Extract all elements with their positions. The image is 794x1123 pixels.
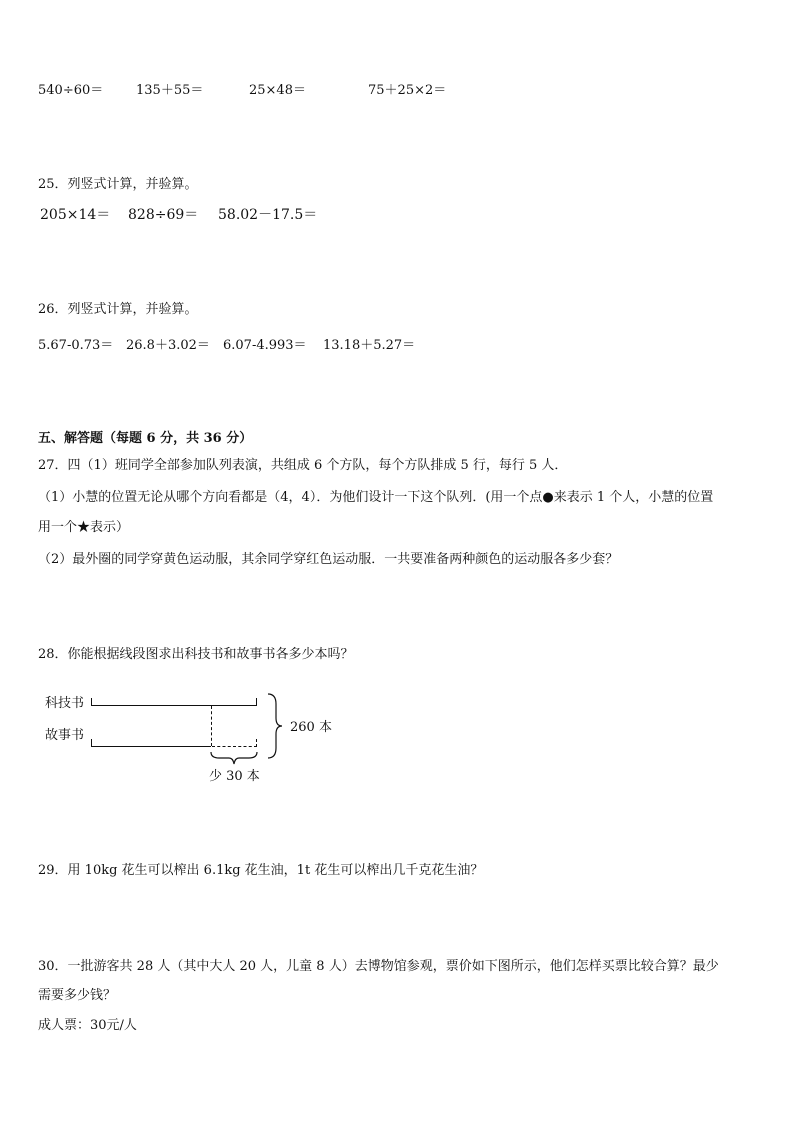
q30-ticket-price: 成人票：30元/人 (38, 1018, 137, 1033)
q27-part2: （2）最外圈的同学穿黄色运动服，其余同学穿红色运动服．一共要准备两种颜色的运动服各多少套？ (38, 552, 619, 567)
top-expr-4: 75＋25×2＝ (368, 83, 447, 98)
q27-part1-line1: （1）小慧的位置无论从哪个方向看都是（4，4）．为他们设计一下这个队列．(用一个点●来表示 1 个人，小慧的位置 (38, 490, 714, 505)
label-story-books: 故事书 (45, 728, 85, 743)
q27-stem: 27．四（1）班同学全部参加队列表演，共组成 6 个方队，每个方队排成 5 行，每行 5 人． (38, 458, 568, 473)
difference-label: 少 30 本 (209, 769, 260, 784)
top-expr-1: 540÷60＝ (38, 83, 104, 98)
science-segment-end-tick (256, 698, 257, 706)
science-segment (91, 705, 257, 706)
q26-expr-2: 26.8＋3.02＝ (126, 338, 210, 353)
dashed-end-tick (256, 739, 257, 747)
science-segment-start-tick (91, 698, 92, 706)
dashed-divider (211, 706, 212, 746)
section-heading: 五、解答题（每题 6 分，共 36 分） (38, 431, 253, 446)
story-segment-start-tick (91, 739, 92, 747)
q28-stem: 28．你能根据线段图求出科技书和故事书各多少本吗？ (38, 647, 354, 662)
top-expr-3: 25×48＝ (249, 83, 306, 98)
label-science-books: 科技书 (45, 696, 85, 711)
q25-expr-3: 58.02－17.5＝ (218, 207, 318, 223)
total-label: 260 本 (290, 720, 332, 735)
q25-expr-1: 205×14＝ (40, 207, 111, 223)
q29-stem: 29．用 10kg 花生可以榨出 6.1kg 花生油，1t 花生可以榨出几千克花生油？ (38, 863, 484, 878)
q26-expr-3: 6.07-4.993＝ (223, 338, 307, 353)
q25-title: 25．列竖式计算，并验算。 (38, 177, 198, 192)
dashed-difference-segment (212, 746, 257, 747)
q26-title: 26．列竖式计算，并验算。 (38, 302, 198, 317)
top-expr-2: 135＋55＝ (136, 83, 204, 98)
q26-expr-1: 5.67-0.73＝ (38, 338, 114, 353)
q27-part1-line2: 用一个★表示） (38, 520, 130, 535)
q25-expr-2: 828÷69＝ (128, 207, 199, 223)
story-segment (91, 746, 211, 747)
difference-brace-icon (209, 750, 259, 766)
q30-line1: 30．一批游客共 28 人（其中大人 20 人，儿童 8 人）去博物馆参观，票价如下图所示，他们怎样买票比较合算？最少 (38, 959, 719, 974)
q26-expr-4: 13.18＋5.27＝ (323, 338, 416, 353)
total-brace-icon (264, 692, 284, 760)
q30-line2: 需要多少钱？ (38, 988, 117, 1003)
